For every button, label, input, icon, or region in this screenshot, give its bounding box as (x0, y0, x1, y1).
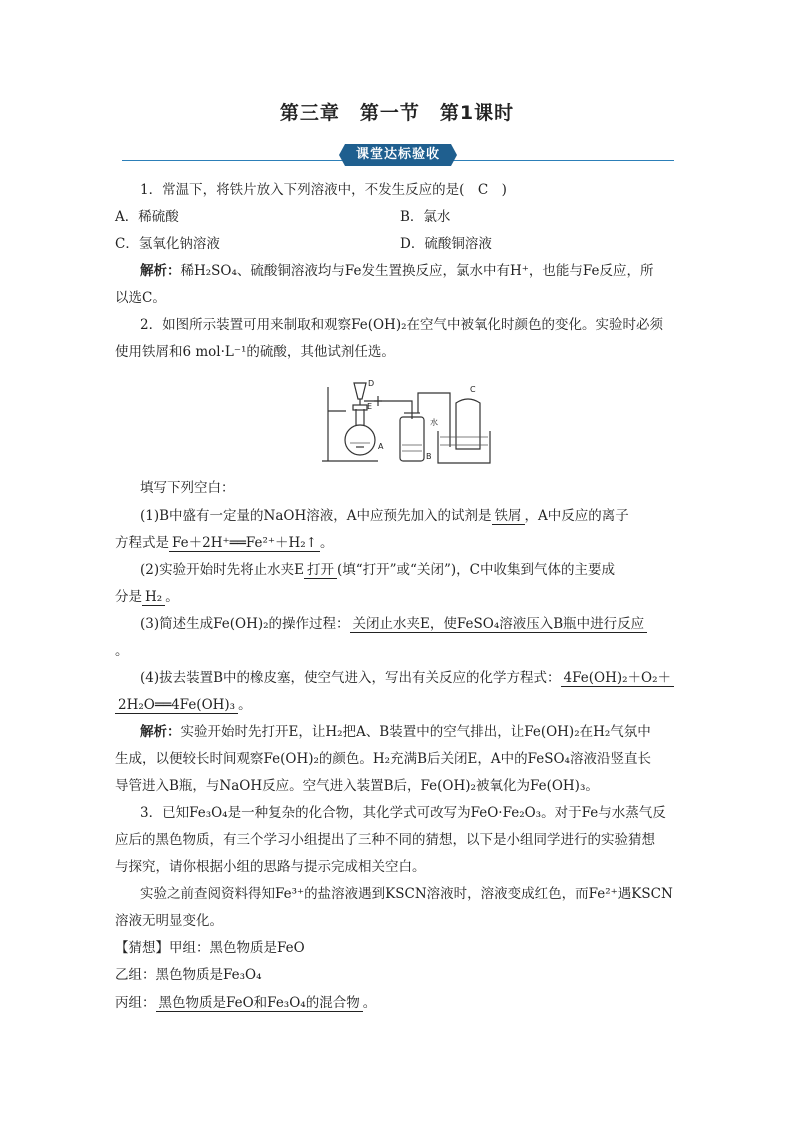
answer-blank: 黑色物质是FeO和Fe₃O₄的混合物 (156, 995, 363, 1012)
q1-option-a: A．稀硫酸 (115, 209, 179, 225)
q2-part1-text: (1)B中盛有一定量的NaOH溶液，A中应预先加入的试剂是 (140, 508, 492, 524)
q3-stem-line-3: 与探究，请你根据小组的思路与提示完成相关空白。 (115, 859, 426, 875)
answer-blank: H₂ (142, 589, 165, 606)
q2-part2-text: (2)实验开始时先将止水夹E (140, 562, 304, 578)
q3-group-c (115, 993, 376, 1013)
q1-analysis-line-1 (140, 261, 654, 281)
group-c-end: 。 (362, 995, 377, 1011)
label-water: 水 (430, 418, 438, 427)
q2-part2-text: 。 (165, 589, 179, 605)
group-c-label: 丙组： (115, 995, 156, 1011)
guess-group-a: 甲组：黑色物质是FeO (169, 940, 305, 956)
q2-part2-text: (填“打开”或“关闭”)，C中收集到气体的主要成 (336, 562, 615, 578)
q2-part2-line-1 (140, 560, 615, 580)
label-e: E (367, 402, 373, 411)
answer-blank: Fe＋2H⁺══Fe²⁺＋H₂↑ (169, 535, 320, 552)
q3-stem-line-2: 应后的黑色物质，有三个学习小组提出了三种不同的猜想，以下是小组同学进行的实验猜想 (115, 832, 655, 848)
q1-stem: 1．常温下，将铁片放入下列溶液中，不发生反应的是( C ) (140, 182, 507, 198)
apparatus-diagram (320, 377, 492, 469)
q1-option-b: B．氯水 (400, 209, 451, 225)
q2-part4-line-1 (140, 668, 674, 688)
q2-analysis-line-2: 生成，以便较长时间观察Fe(OH)₂的颜色。H₂充满B后关闭E，A中的FeSO₄溶液沿竖直长 (115, 751, 651, 767)
q3-group-b: 乙组：黑色物质是Fe₃O₄ (115, 967, 262, 983)
label-b: B (426, 452, 432, 461)
guess-label: 【猜想】 (115, 940, 169, 956)
q2-part1-line-1 (140, 506, 629, 526)
apparatus-figure (320, 377, 492, 469)
page-title: 第三章 第一节 第1课时 (279, 102, 515, 124)
q2-analysis-line-3: 导管进入B瓶，与NaOH反应。空气进入装置B后，Fe(OH)₂被氧化为Fe(OH)₃。 (115, 778, 599, 794)
q3-info-line-2: 溶液无明显变化。 (115, 913, 223, 929)
label-d: D (368, 379, 375, 388)
q1-analysis-line-2: 以选C。 (115, 290, 166, 306)
q2-part4-text: 。 (238, 697, 252, 713)
q2-stem-line-2: 使用铁屑和6 mol·L⁻¹的硫酸，其他试剂任选。 (115, 344, 395, 360)
q2-analysis-line-1 (140, 722, 651, 742)
q1-option-d: D．硫酸铜溶液 (400, 236, 492, 252)
q2-part1-text: ，A中反应的离子 (524, 508, 629, 524)
label-c: C (470, 385, 476, 394)
q2-stem-line-1: 2．如图所示装置可用来制取和观察Fe(OH)₂在空气中被氧化时颜色的变化。实验时必须 (140, 317, 663, 333)
q3-stem-line-1: 3．已知Fe₃O₄是一种复杂的化合物，其化学式可改写为FeO·Fe₂O₃。对于Fe与水蒸气反 (140, 805, 666, 821)
q2-part3-line-1 (140, 614, 647, 634)
q2-part3-text: (3)简述生成Fe(OH)₂的操作过程： (140, 616, 350, 632)
q2-part4-text: (4)拔去装置B中的橡皮塞，使空气进入，写出有关反应的化学方程式： (140, 670, 561, 686)
answer-blank: 2H₂O══4Fe(OH)₃ (115, 697, 238, 714)
q2-part1-text: 。 (320, 535, 334, 551)
q3-guess-line (115, 938, 305, 958)
q2-part3-line-2: 。 (115, 643, 129, 659)
analysis-text: 实验开始时先打开E，让H₂把A、B装置中的空气排出，让Fe(OH)₂在H₂气氛中 (180, 724, 651, 740)
analysis-text: 稀H₂SO₄、硫酸铜溶液均与Fe发生置换反应，氯水中有H⁺，也能与Fe反应，所 (180, 263, 654, 279)
analysis-label: 解析： (140, 263, 181, 279)
q2-fill-intro: 填写下列空白： (140, 480, 235, 496)
answer-blank: 关闭止水夹E，使FeSO₄溶液压入B瓶中进行反应 (350, 616, 648, 633)
q2-part2-text: 分是 (115, 589, 142, 605)
q3-info-line-1: 实验之前查阅资料得知Fe³⁺的盐溶液遇到KSCN溶液时，溶液变成红色，而Fe²⁺遇KSCN (140, 886, 673, 902)
q2-part1-text: 方程式是 (115, 535, 169, 551)
q2-part1-line-2 (115, 533, 334, 553)
label-a: A (378, 442, 384, 451)
analysis-label: 解析： (140, 724, 181, 740)
answer-blank: 4Fe(OH)₂＋O₂＋ (561, 670, 674, 687)
answer-blank: 铁屑 (492, 508, 525, 525)
banner-label: 课堂达标验收 (355, 147, 440, 162)
q2-part2-line-2 (115, 587, 179, 607)
q1-option-c: C．氢氧化钠溶液 (115, 236, 220, 252)
q2-part4-line-2 (115, 695, 252, 715)
section-banner (339, 144, 457, 166)
answer-blank: 打开 (304, 562, 337, 579)
